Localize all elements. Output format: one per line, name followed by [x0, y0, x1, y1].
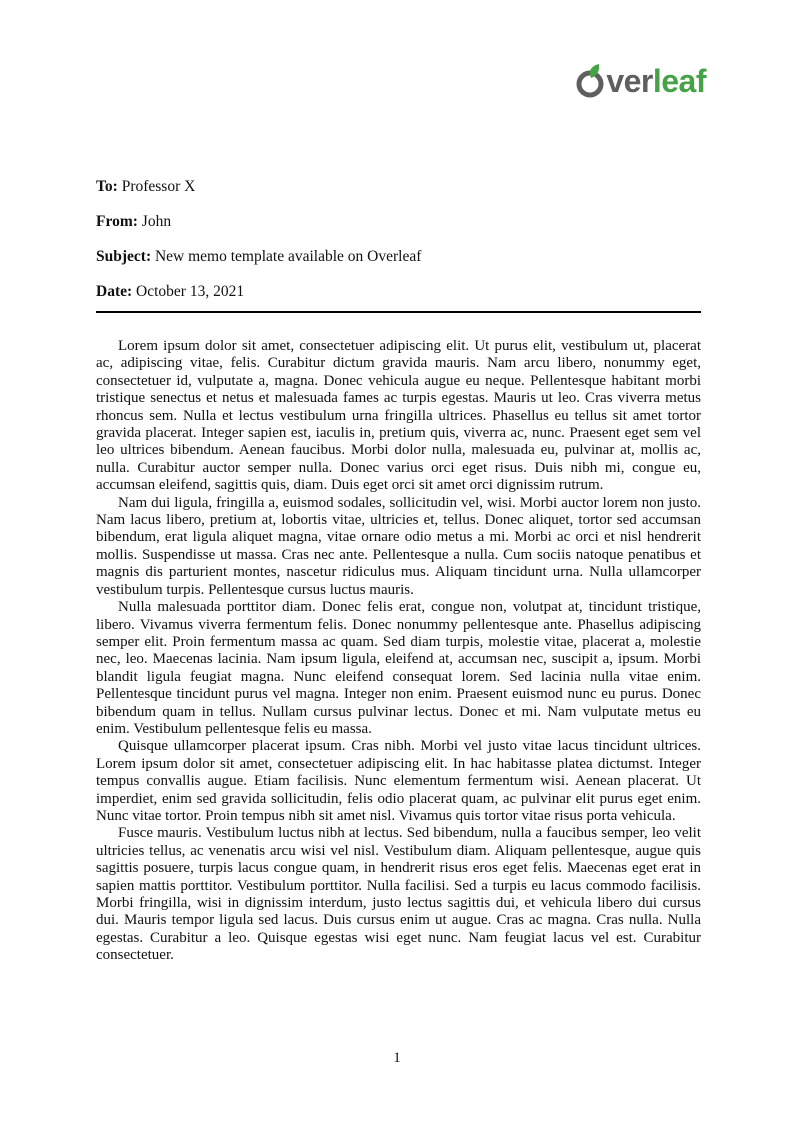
body-paragraph: Fusce mauris. Vestibulum luctus nibh at lectus. Sed bibendum, nulla a faucibus semper, leo velit ultricies tellus, ac venenatis arcu wisi vel nisl. Vestibulum diam. Aliquam pellentesque, augue quis sagittis posuere, turpis lacus congue quam, in hendrerit risus eros eget felis. Maecenas eget erat in sapien mattis porttitor. Vestibulum porttitor. Nulla facilisi. Sed a turpis eu lacus commodo facilisis. Morbi fringilla, wisi in dignissim interdum, justo lectus sagittis dui, et vehicula libero dui cursus dui. Mauris tempor ligula sed lacus. Duis cursus enim ut augue. Cras ac magna. Cras nulla. Nulla egestas. Curabitur a leo. Quisque egestas wisi eget nunc. Nam feugiat lacus vel est. Curabitur consectetuer.	[96, 825, 701, 964]
memo-field-date	[96, 283, 706, 301]
body-paragraph: Quisque ullamcorper placerat ipsum. Cras nibh. Morbi vel justo vitae lacus tincidunt ultrices. Lorem ipsum dolor sit amet, consectetuer adipiscing elit. In hac habitasse platea dictumst. Integer tempus convallis augue. Etiam facilisis. Nunc elementum fermentum wisi. Aenean placerat. Ut imperdiet, enim sed gravida sollicitudin, felis odio placerat quam, ac pulvinar elit purus eget enim. Nunc vitae tortor. Proin tempus nibh sit amet nisl. Vivamus quis tortor vitae risus porta vehicula.	[96, 738, 701, 824]
memo-field-date-value: October 13, 2021	[136, 283, 245, 300]
memo-field-from	[96, 213, 706, 231]
body-paragraph: Nulla malesuada porttitor diam. Donec felis erat, congue non, volutpat at, tincidunt tristique, libero. Vivamus viverra fermentum felis. Donec nonummy pellentesque ante. Phasellus adipiscing semper elit. Proin fermentum massa ac quam. Sed diam turpis, molestie vitae, placerat a, molestie nec, leo. Maecenas lacinia. Nam ipsum ligula, eleifend at, accumsan nec, suscipit a, ipsum. Morbi blandit ligula feugiat magna. Nunc eleifend consequat lorem. Sed lacinia nulla vitae enim. Pellentesque tincidunt purus vel magna. Integer non enim. Praesent euismod nunc eu purus. Donec bibendum quam in tellus. Nullam cursus pulvinar lectus. Donec et mi. Nam vulputate metus eu enim. Vestibulum pellentesque felis eu massa.	[96, 599, 701, 737]
memo-field-date-label: Date:	[96, 283, 133, 300]
logo-text-prefix: ver	[606, 63, 653, 99]
memo-field-to	[96, 178, 706, 196]
memo-field-to-value: Professor X	[121, 178, 196, 195]
memo-field-subject	[96, 248, 706, 266]
overleaf-logo	[575, 64, 706, 98]
memo-body	[96, 338, 701, 965]
body-paragraph: Lorem ipsum dolor sit amet, consectetuer adipiscing elit. Ut purus elit, vestibulum ut, placerat ac, adipiscing vitae, felis. Curabitur dictum gravida mauris. Nam arcu libero, nonummy eget, consectetuer id, vulputate a, magna. Donec vehicula augue eu neque. Pellentesque habitant morbi tristique senectus et netus et malesuada fames ac turpis egestas. Mauris ut leo. Cras viverra metus rhoncus sem. Nulla et lectus vestibulum urna fringilla ultrices. Phasellus eu tellus sit amet tortor gravida placerat. Integer sapien est, iaculis in, pretium quis, viverra ac, nunc. Praesent eget sem vel leo ultrices bibendum. Aenean faucibus. Morbi dolor nulla, malesuada eu, pulvinar at, mollis ac, nulla. Curabitur auctor semper nulla. Donec varius orci eget risus. Duis nibh mi, congue eu, accumsan eleifend, sagittis quis, diam. Duis eget orci sit amet orci dignissim rutrum.	[96, 338, 701, 494]
body-paragraph: Nam dui ligula, fringilla a, euismod sodales, sollicitudin vel, wisi. Morbi auctor lorem non justo. Nam lacus libero, pretium at, lobortis vitae, ultricies et, tellus. Donec aliquet, tortor sed accumsan bibendum, erat ligula aliquet magna, vitae ornare odio metus a mi. Morbi ac orci et nisl hendrerit mollis. Suspendisse ut massa. Cras nec ante. Pellentesque a nulla. Cum sociis natoque penatibus et magnis dis parturient montes, nascetur ridiculus mus. Aliquam tincidunt urna. Nulla ullamcorper vestibulum turpis. Pellentesque cursus luctus mauris.	[96, 494, 701, 598]
memo-header	[96, 178, 706, 318]
memo-field-from-label: From:	[96, 213, 138, 230]
memo-field-subject-value: New memo template available on Overleaf	[154, 248, 422, 265]
memo-field-subject-label: Subject:	[96, 248, 152, 265]
page-number: 1	[393, 1050, 401, 1066]
header-divider	[96, 311, 701, 313]
overleaf-leaf-o-icon	[575, 64, 605, 98]
memo-field-from-value: John	[141, 213, 172, 230]
logo-text-suffix: leaf	[652, 63, 706, 99]
memo-field-to-label: To:	[96, 178, 118, 195]
